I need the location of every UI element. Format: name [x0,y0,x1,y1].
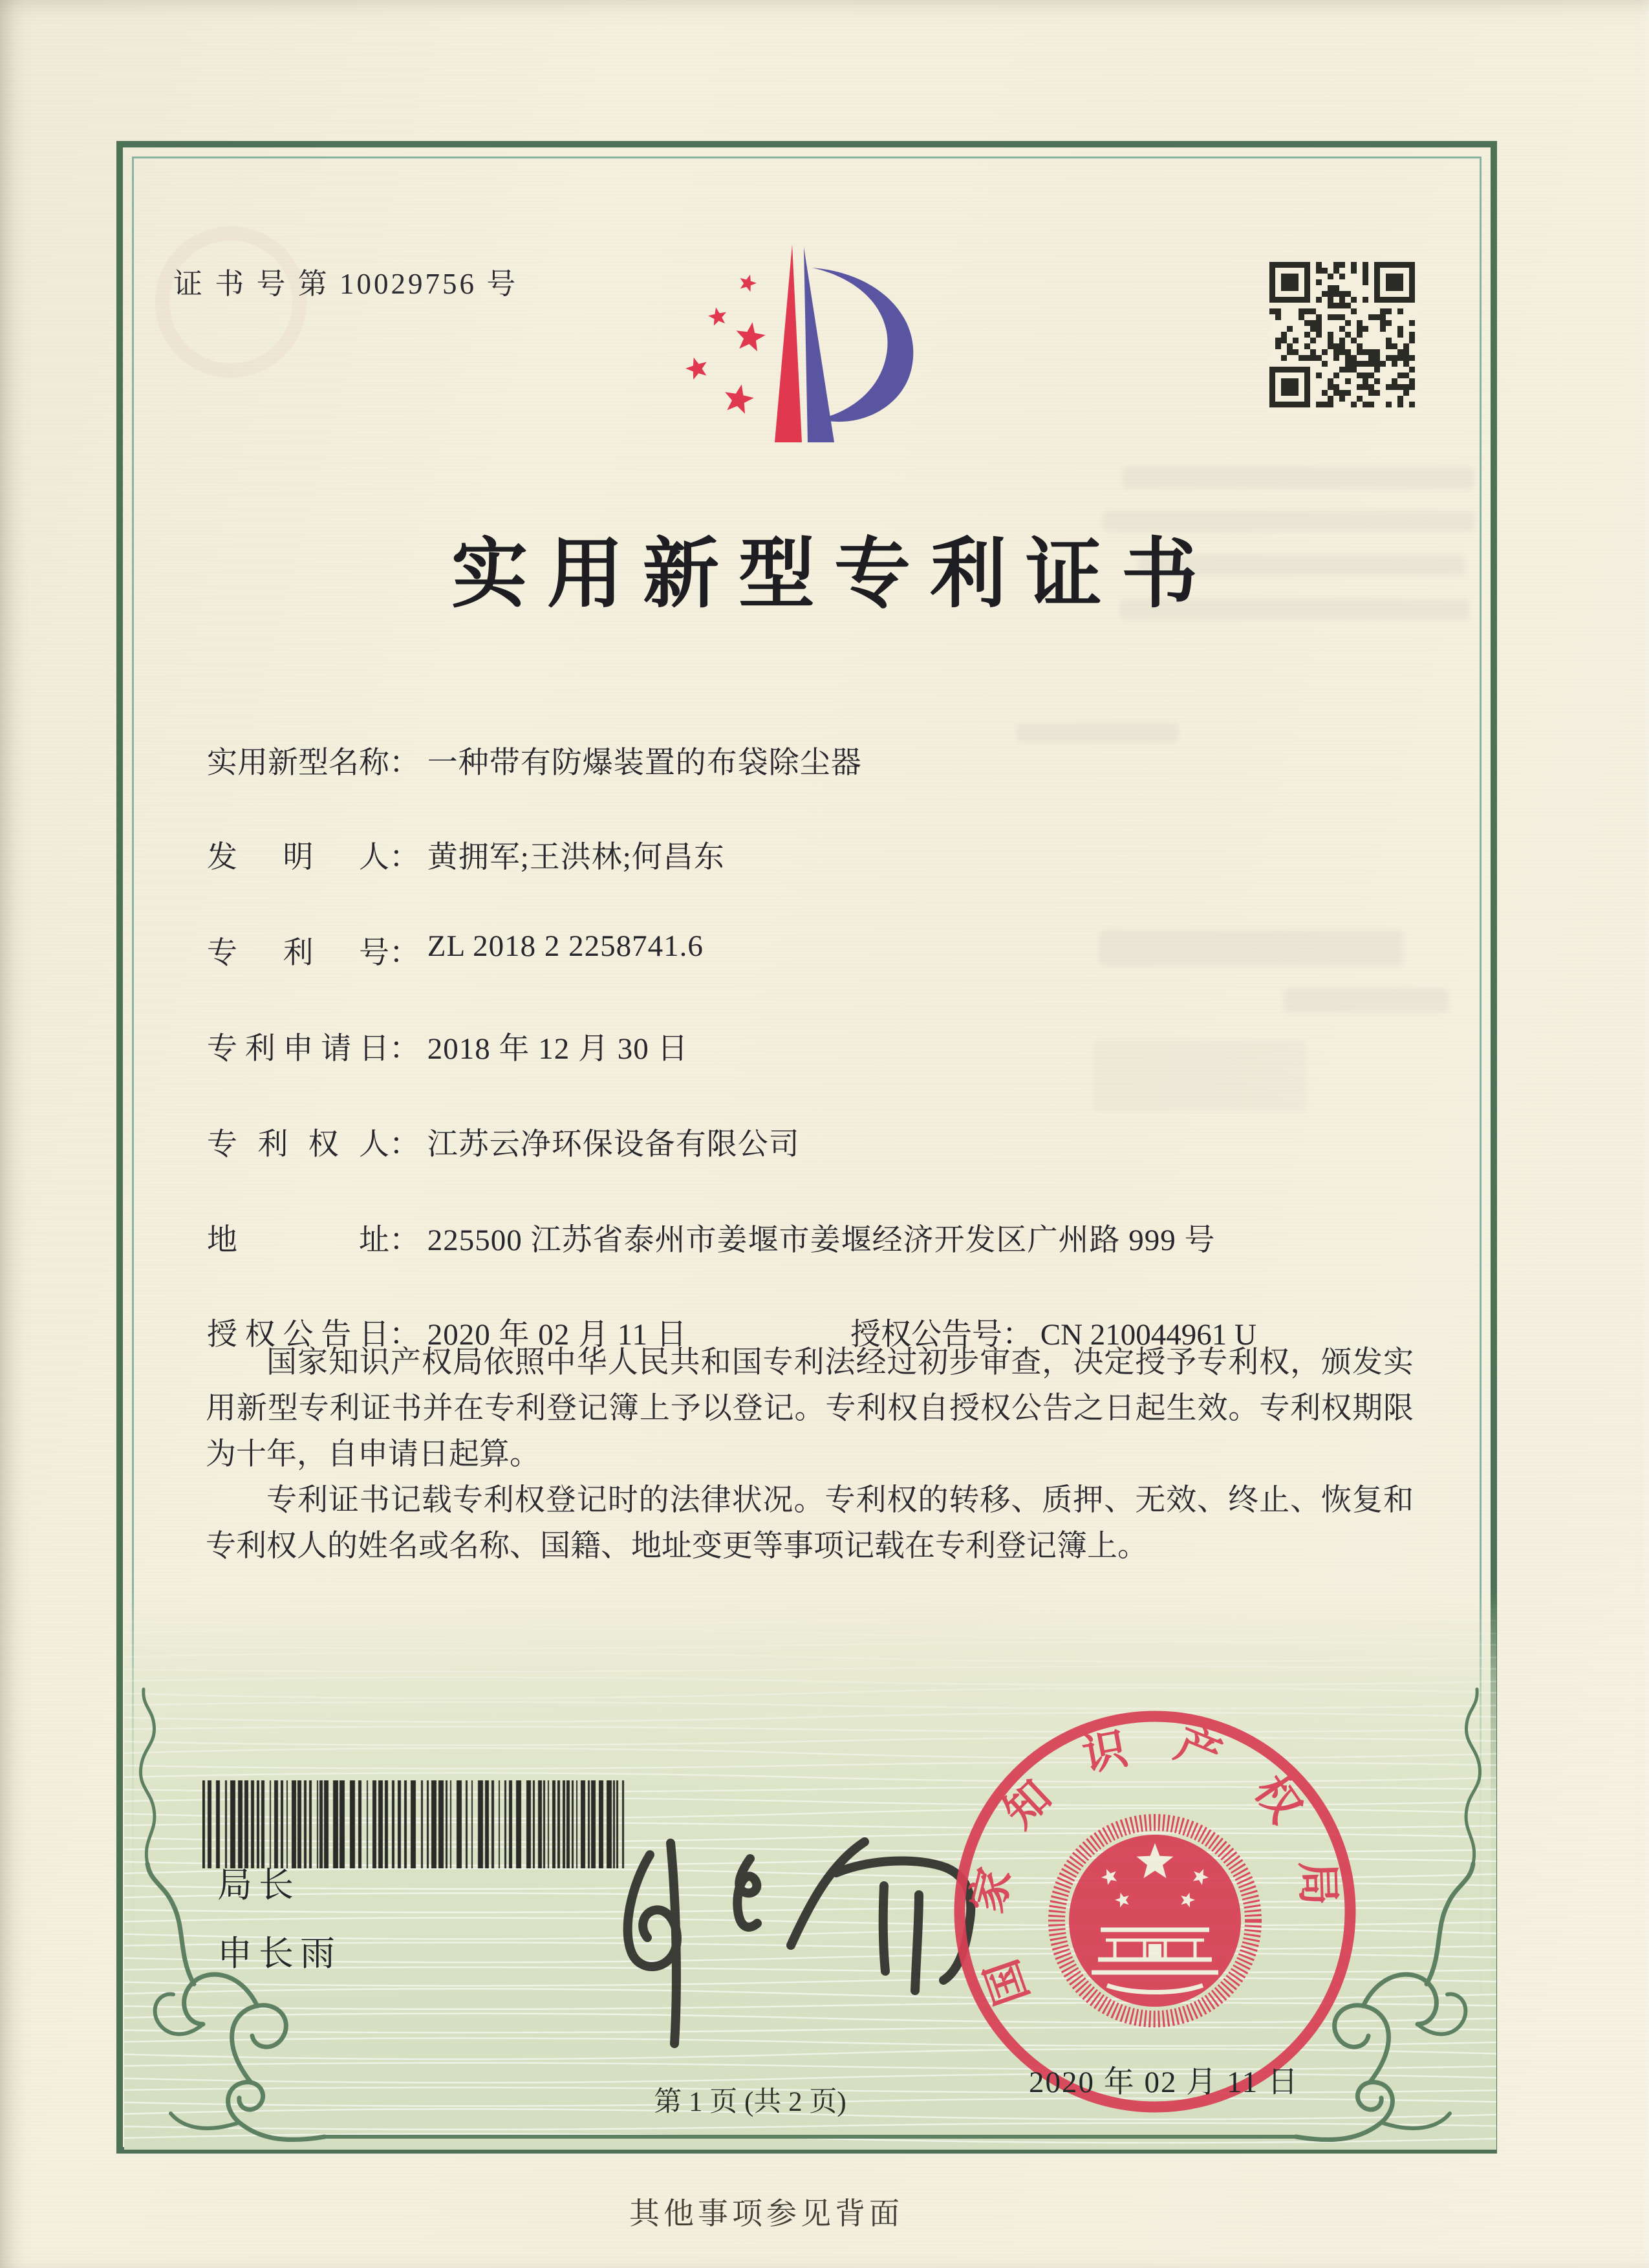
back-side-note: 其他事项参见背面 [629,2198,903,2231]
seal-date: 2020 年 02 月 11 日 [1028,2066,1299,2099]
showthrough-line [1120,599,1469,620]
showthrough-blot [1093,1040,1306,1111]
field-label: 发明人 [207,841,389,874]
field-address [207,1216,1216,1261]
certificate-title: 实用新型专利证书 [451,532,1217,617]
legal-paragraph-1: 国家知识产权局依照中华人民共和国专利法经过初步审查，决定授予专利权，颁发实用新型专利证书并在专利登记簿上予以登记。专利权自授权公告之日起生效。专利权期限为十年，自申请日起算。 [206,1346,1414,1471]
seal-national-emblem [1057,1822,1253,2019]
field-colon: ： [1002,1318,1033,1352]
showthrough-line [1138,555,1465,576]
field-inventors [207,833,725,878]
field-colon: ： [389,746,420,780]
showthrough-line [1284,988,1449,1013]
showthrough-line [1017,723,1178,742]
logo-blue-wedge [804,247,834,442]
field-value: 一种带有防爆装置的布袋除尘器 [427,746,862,780]
showthrough-blot [1099,930,1403,966]
field-colon: ： [389,1224,420,1257]
field-colon: ： [389,1318,420,1352]
field-label: 授权公告号 [850,1318,1002,1352]
field-utility-model-name [207,739,862,784]
field-colon: ： [389,841,420,874]
certificate-number: 证 书 号 第 10029756 号 [173,268,519,300]
field-colon: ： [389,936,420,970]
field-value: CN 210044961 U [1040,1318,1256,1352]
field-value: 江苏云净环保设备有限公司 [427,1128,800,1161]
field-colon: ： [389,1032,420,1066]
legal-text [206,1340,1414,1570]
field-label: 专利权人 [207,1128,389,1161]
field-label: 授权公告日 [207,1318,389,1352]
director-label: 局长 [217,1866,300,1905]
page-number: 第 1 页 (共 2 页) [654,2087,846,2117]
field-value: 2018 年 12 月 30 日 [427,1032,689,1066]
seal-text: 国家知识产权局 [962,1716,1344,2011]
showthrough-line [1122,467,1474,489]
director-name: 申长雨 [217,1934,341,1973]
qr-code [1269,262,1419,412]
logo-red-wedge [775,244,802,442]
field-colon: ： [389,1128,420,1161]
faint-stamp-showthrough [155,226,307,378]
field-filing-date [207,1024,689,1070]
field-patentee [207,1120,800,1165]
showthrough-line [1103,511,1474,532]
field-label: 专利申请日 [207,1032,389,1066]
field-value: 黄拥军;王洪林;何昌东 [427,841,725,874]
field-label: 专利号 [207,936,389,970]
field-value: 225500 江苏省泰州市姜堰市姜堰经济开发区广州路 999 号 [427,1224,1216,1257]
field-label: 地址 [207,1224,389,1257]
legal-paragraph-2: 专利证书记载专利权登记时的法律状况。专利权的转移、质押、无效、终止、恢复和专利权人的姓名或名称、国籍、地址变更等事项记载在专利登记簿上。 [206,1484,1414,1563]
field-value: ZL 2018 2 2258741.6 [427,929,704,963]
field-value: 2020 年 02 月 11 日 [427,1318,687,1352]
field-label: 实用新型名称 [207,746,389,780]
cnipa-logo-icon [665,241,923,454]
field-patent-number [207,929,704,974]
